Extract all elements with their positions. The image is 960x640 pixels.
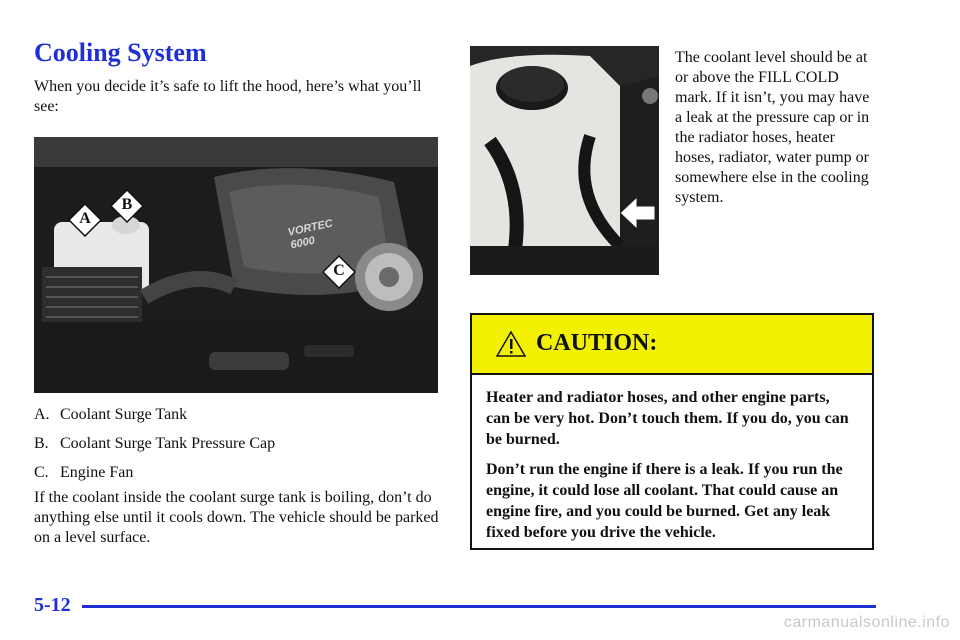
engine-badge-line-1: VORTEC: [286, 217, 334, 239]
boiling-warning-text: If the coolant inside the coolant surge tank is boiling, don’t do anything else until it cools down. The vehicle should be parked on a level surface.: [34, 489, 439, 546]
legend-text: Engine Fan: [60, 464, 134, 481]
caution-box: [470, 313, 874, 550]
footer-rule: [82, 605, 876, 608]
intro-text: When you decide it’s safe to lift the hood, here’s what you’ll see:: [34, 78, 422, 115]
callout-a-label: A: [79, 210, 91, 227]
coolant-level-text: The coolant level should be at or above the FILL COLD mark. If it isn’t, you may have a leak at the pressure cap or in the radiator hoses, heater hoses, radiator, water pump or somewhere else in the cooling system.: [675, 49, 870, 206]
engine-badge-line-2: 6000: [289, 234, 316, 252]
callout-c-label: C: [333, 262, 345, 279]
watermark: carmanualsonline.info: [783, 614, 950, 631]
callout-b-label: B: [121, 196, 133, 213]
callout-c: [322, 255, 356, 289]
coolant-tank-photo: [470, 46, 659, 275]
legend-letter: B.: [34, 435, 49, 452]
caution-paragraph: Don’t run the engine if there is a leak. If you run the engine, it could lose all coolant. That could cause an engine fire, and you could be burned. Get any leak fixed before you drive the vehicle.: [486, 461, 843, 541]
fill-level-arrow-icon: [620, 196, 656, 230]
warning-triangle-icon: [496, 331, 526, 357]
caution-body: [472, 375, 872, 543]
legend-item: [34, 405, 275, 434]
photo-legend: [34, 405, 275, 492]
legend-item: [34, 434, 275, 463]
engine-compartment-photo: [34, 137, 438, 393]
legend-text: Coolant Surge Tank: [60, 406, 188, 423]
legend-letter: A.: [34, 406, 50, 423]
legend-letter: C.: [34, 464, 49, 481]
legend-text: Coolant Surge Tank Pressure Cap: [60, 435, 276, 452]
callout-b: [110, 189, 144, 223]
callout-a: [68, 203, 102, 237]
page-title: Cooling System: [34, 38, 207, 67]
page-number: 5-12: [34, 594, 71, 616]
caution-title: CAUTION:: [536, 330, 658, 356]
caution-paragraph: Heater and radiator hoses, and other engine parts, can be very hot. Don’t touch them. If you do, you can be burned.: [486, 389, 849, 448]
caution-header: [472, 315, 872, 375]
